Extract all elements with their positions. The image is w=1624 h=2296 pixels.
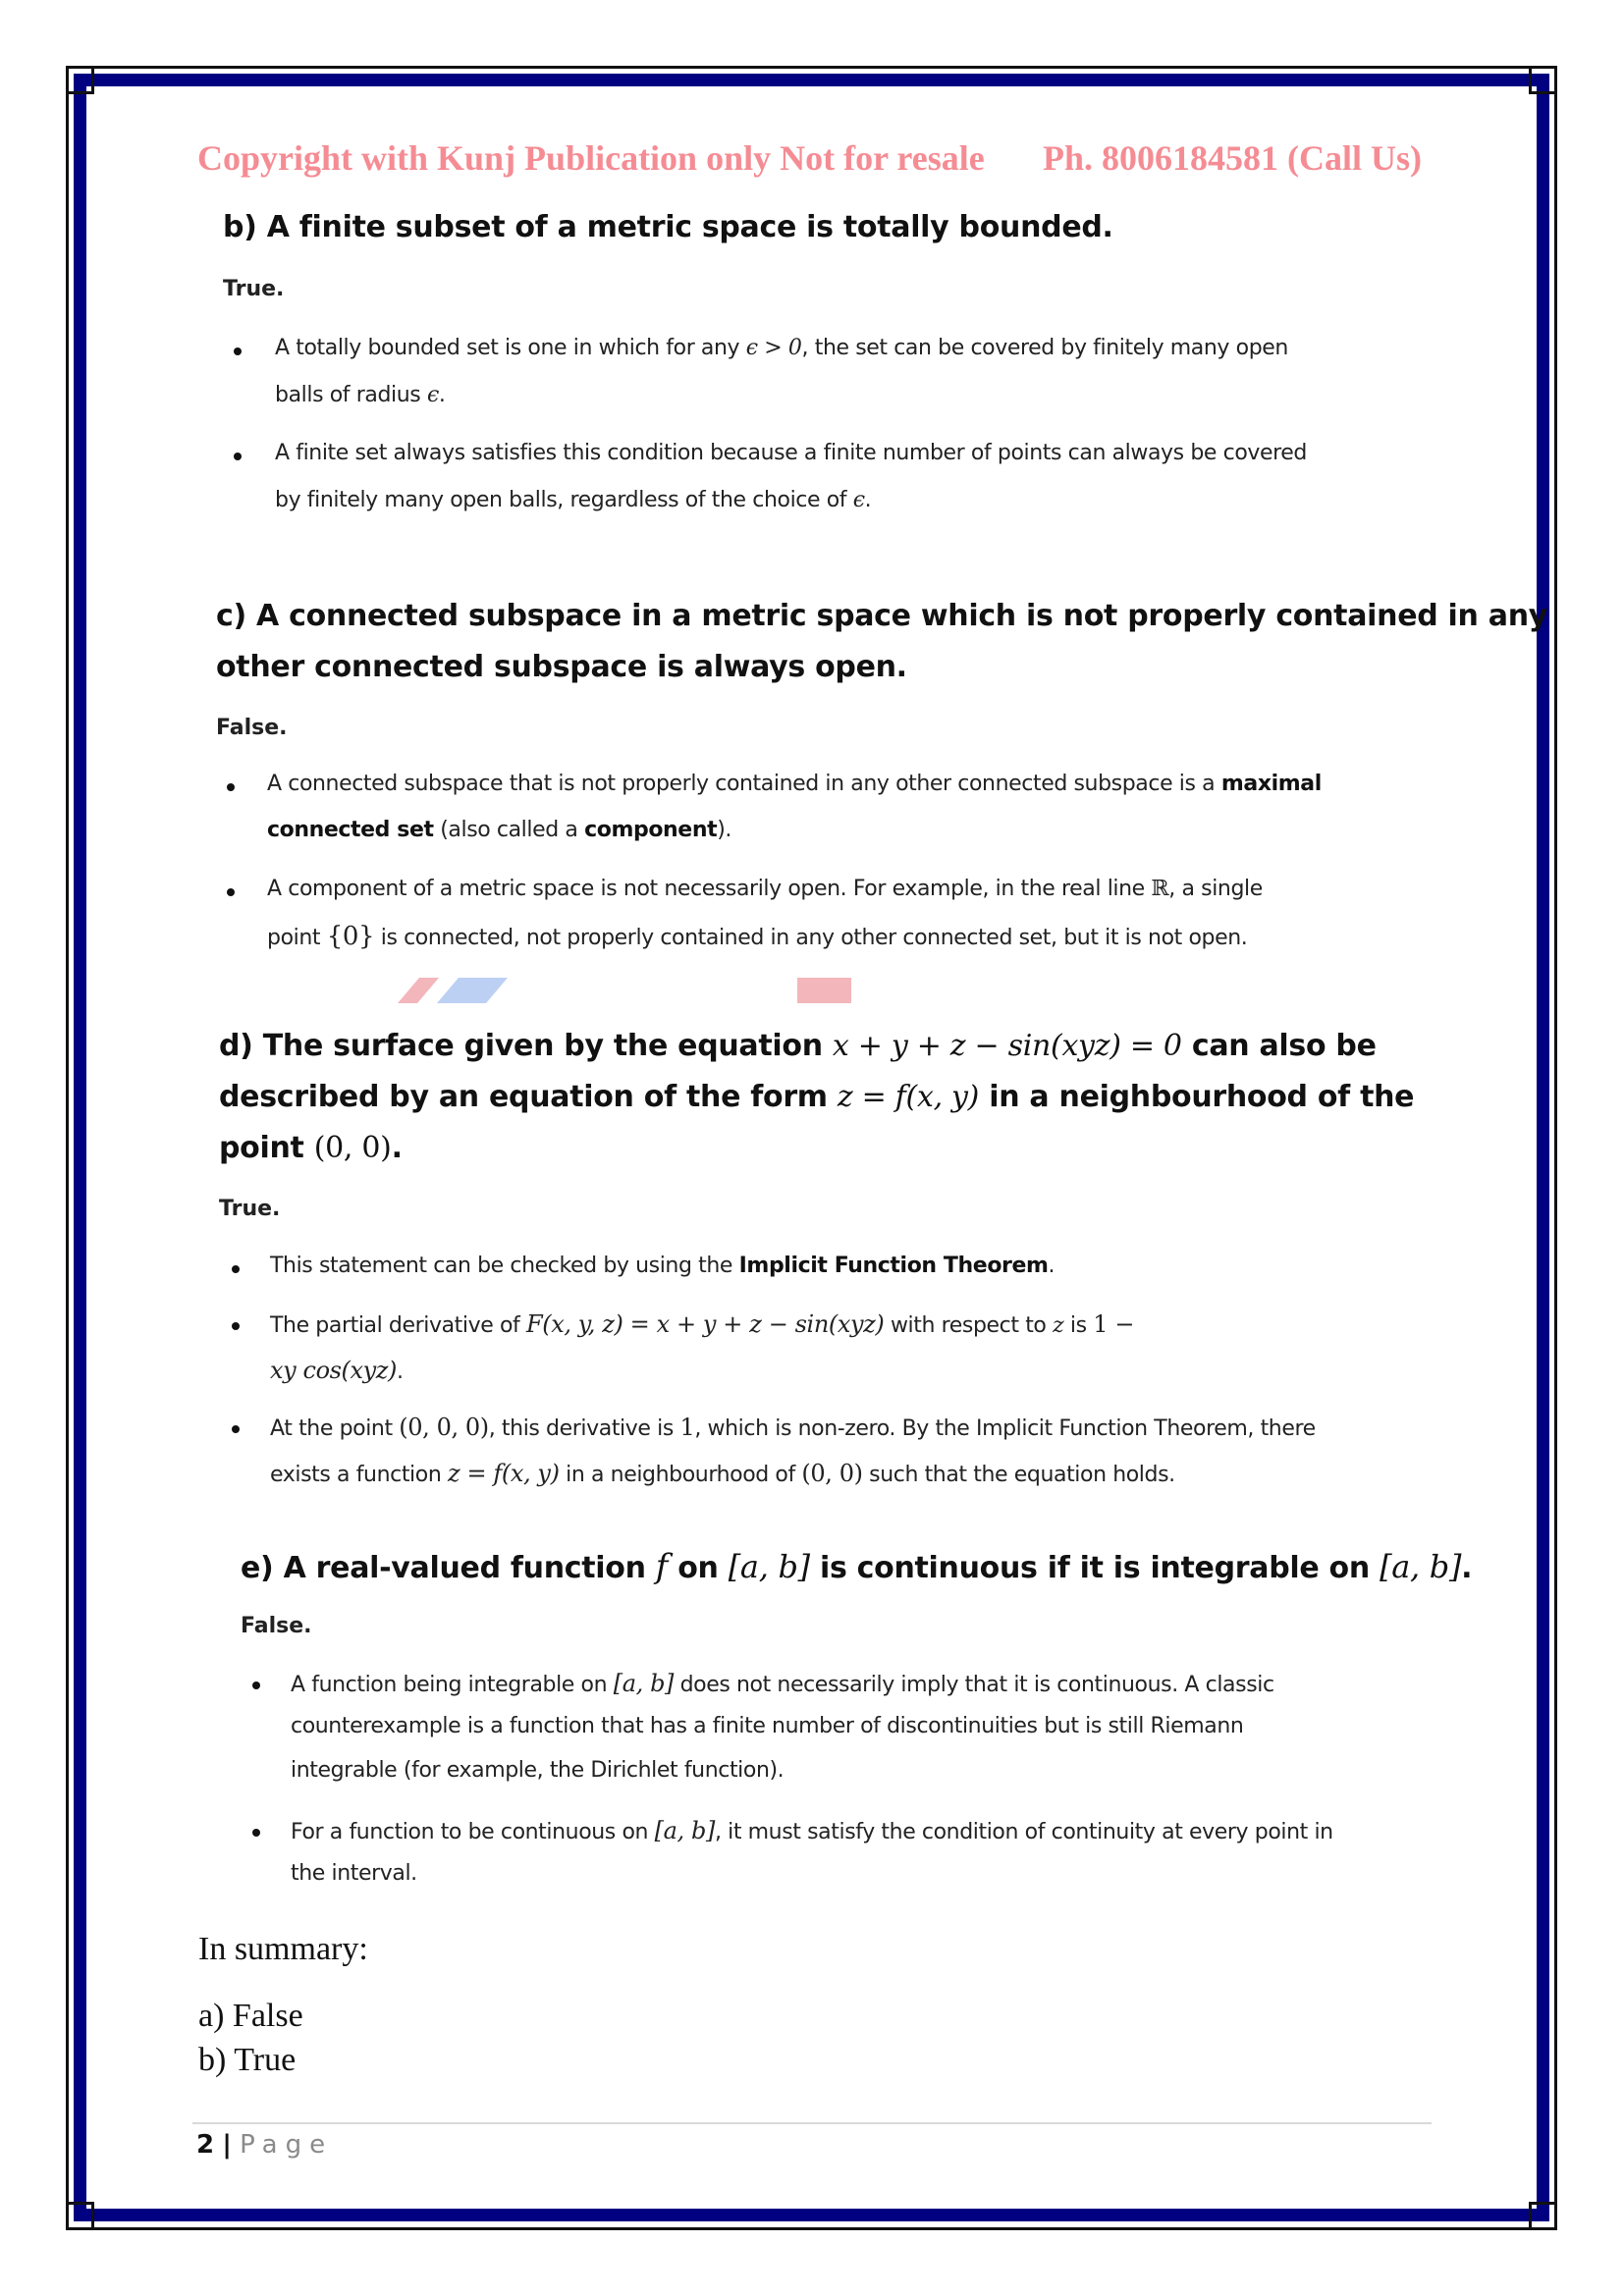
copyright-notice: Copyright with Kunj Publication only Not for resale (197, 138, 985, 178)
bullet-icon (232, 1425, 240, 1433)
page-footer (196, 2130, 333, 2160)
question-e-heading: e) A real-valued function f on [a, b] is continuous if it is integrable on [a, b]. (241, 1547, 1473, 1586)
question-b-bullet-2-line-1: A finite set always satisfies this condition because a finite number of points can always be covered (275, 441, 1307, 465)
question-d-heading-line-1: d) The surface given by the equation x + y + z − sin(xyz) = 0 can also be (219, 1029, 1377, 1063)
corner-ornament-top-right (1529, 66, 1557, 94)
question-d-bullet-3-line-2: exists a function z = f(x, y) in a neighbourhood of (0, 0) such that the equation holds. (270, 1460, 1175, 1487)
question-c-bullet-1-line-1: A connected subspace that is not properly contained in any other connected subspace is a maximal (267, 772, 1322, 796)
question-e-bullet-1-line-2: counterexample is a function that has a finite number of discontinuities but is still Riemann (291, 1714, 1244, 1738)
question-b-bullet-1-line-2: balls of radius ϵ. (275, 383, 446, 407)
watermark-fragment-slashes (398, 978, 515, 1005)
question-d-verdict: True. (219, 1197, 281, 1221)
question-d-heading-line-2: described by an equation of the form z = f(x, y) in a neighbourhood of the (219, 1080, 1415, 1114)
question-e-bullet-1-line-1: A function being integrable on [a, b] does not necessarily imply that it is continuous. A classic (291, 1670, 1274, 1697)
question-e-bullet-2-line-2: the interval. (291, 1861, 417, 1886)
question-d-bullet-2-line-2: xy cos(xyz). (270, 1357, 404, 1384)
bullet-icon (227, 888, 235, 896)
bullet-icon (232, 1322, 240, 1330)
question-d-heading-line-3: point (0, 0). (219, 1131, 403, 1165)
question-c-bullet-2-line-2: point {0} is connected, not properly contained in any other connected set, but it is not open. (267, 922, 1248, 951)
question-c-bullet-2-line-1: A component of a metric space is not necessarily open. For example, in the real line ℝ, a single (267, 877, 1263, 901)
question-d-bullet-1: This statement can be checked by using the Implicit Function Theorem. (270, 1254, 1056, 1278)
summary-item-b: b) True (198, 2042, 297, 2078)
bullet-icon (252, 1682, 260, 1689)
bullet-icon (252, 1829, 260, 1837)
question-d-bullet-3-line-1: At the point (0, 0, 0), this derivative is 1, which is non-zero. By the Implicit Function Theorem, there (270, 1414, 1316, 1441)
page-separator: | (222, 2130, 232, 2160)
page-number: 2 (196, 2130, 215, 2160)
question-e-bullet-1-line-3: integrable (for example, the Dirichlet function). (291, 1758, 785, 1783)
question-b-heading: b) A finite subset of a metric space is totally bounded. (223, 210, 1113, 244)
summary-title: In summary: (198, 1931, 368, 1967)
watermark-fragment-block (797, 978, 851, 1003)
question-c-heading-line-1: c) A connected subspace in a metric space which is not properly contained in any (216, 599, 1548, 633)
summary-item-a: a) False (198, 1998, 303, 2034)
bullet-icon (234, 453, 242, 460)
bullet-icon (232, 1265, 240, 1273)
question-e-bullet-2-line-1: For a function to be continuous on [a, b], it must satisfy the condition of continuity at every point in (291, 1817, 1333, 1844)
question-b-bullet-1-line-1: A totally bounded set is one in which for any ϵ > 0, the set can be covered by finitely many open (275, 336, 1288, 360)
footer-divider (192, 2122, 1432, 2124)
question-e-verdict: False. (241, 1614, 312, 1638)
corner-ornament-top-left (66, 66, 94, 94)
question-b-verdict: True. (223, 277, 285, 301)
bullet-icon (234, 347, 242, 355)
question-d-bullet-2-line-1: The partial derivative of F(x, y, z) = x + y + z − sin(xyz) with respect to z is 1 − (270, 1310, 1135, 1338)
bullet-icon (227, 783, 235, 791)
contact-phone: Ph. 8006184581 (Call Us) (1043, 138, 1422, 178)
page-label: Page (240, 2130, 334, 2160)
corner-ornament-bottom-left (66, 2202, 94, 2230)
question-c-heading-line-2: other connected subspace is always open. (216, 650, 907, 684)
corner-ornament-bottom-right (1529, 2202, 1557, 2230)
question-c-bullet-1-line-2: connected set (also called a component). (267, 818, 731, 842)
question-b-bullet-2-line-2: by finitely many open balls, regardless of the choice of ϵ. (275, 488, 872, 512)
question-c-verdict: False. (216, 716, 288, 740)
